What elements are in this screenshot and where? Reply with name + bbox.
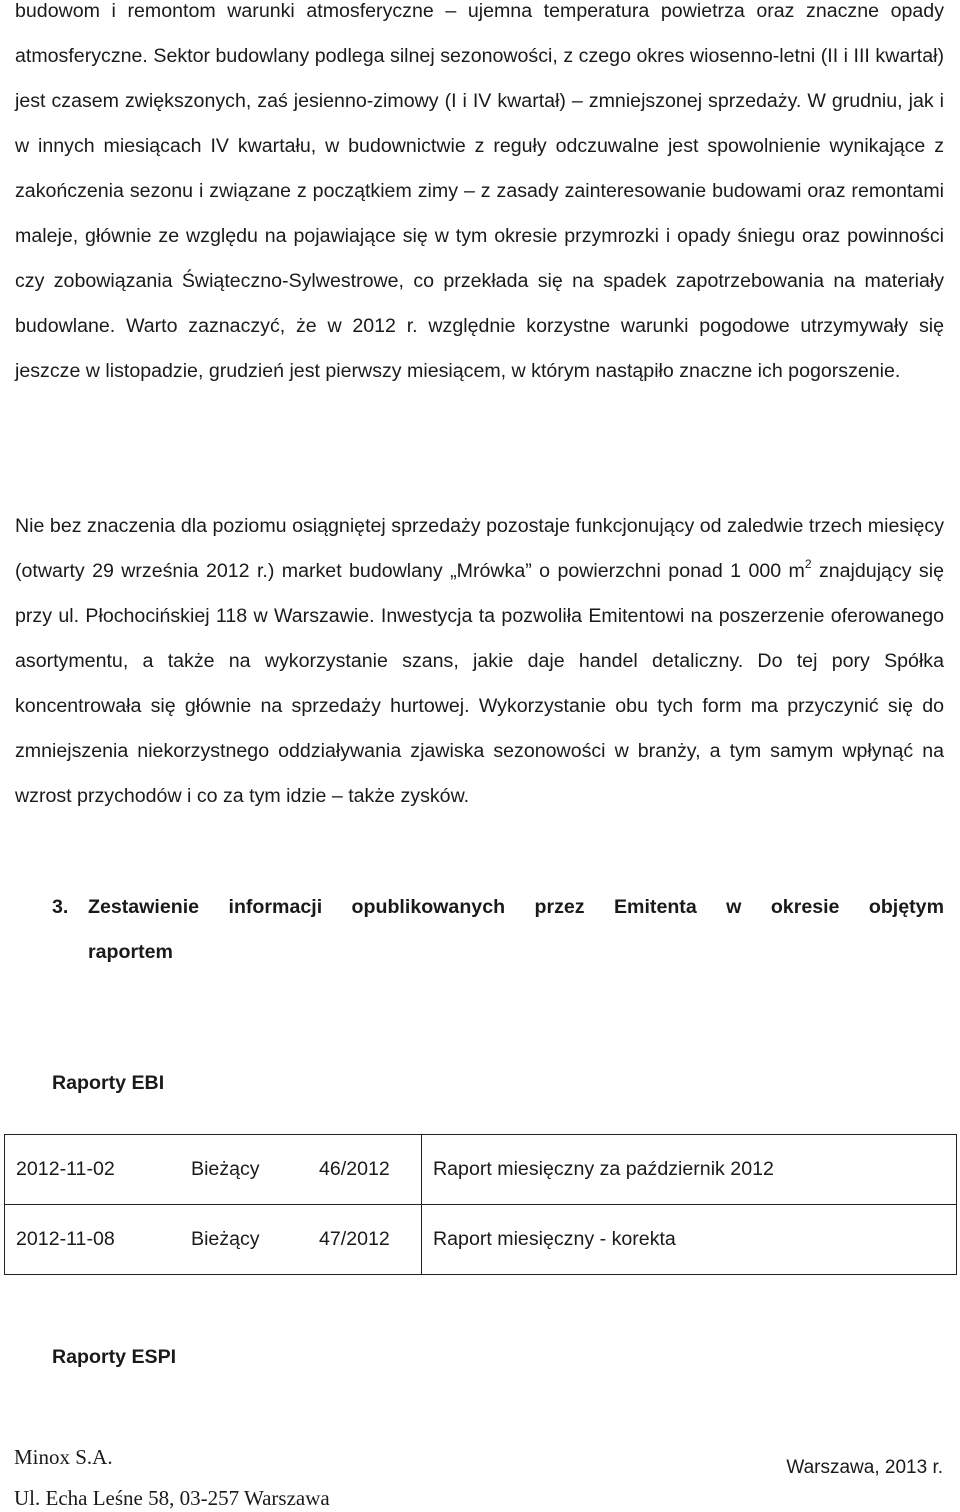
footer-company: Minox S.A. xyxy=(14,1445,113,1469)
table-row xyxy=(5,1135,957,1205)
report-description: Raport miesięczny - korekta xyxy=(422,1205,957,1275)
report-number: 47/2012 xyxy=(308,1205,422,1275)
footer-address: Ul. Echa Leśne 58, 03-257 Warszawa xyxy=(14,1486,330,1510)
report-date: 2012-11-08 xyxy=(5,1205,181,1275)
section-heading xyxy=(52,885,944,975)
section-title-line2: raportem xyxy=(88,941,173,963)
report-type: Bieżący xyxy=(180,1135,308,1205)
report-date: 2012-11-02 xyxy=(5,1135,181,1205)
report-description: Raport miesięczny za październik 2012 xyxy=(422,1135,957,1205)
report-type: Bieżący xyxy=(180,1205,308,1275)
espi-heading: Raporty ESPI xyxy=(52,1346,177,1368)
paragraph-2-text-a: Nie bez znaczenia dla poziomu osiągniętej sprzedaży pozostaje funkcjonujący od zaledwie trzech miesięcy (otwarty 29 września 2012 r.) market budowlany „Mrówka” o powierzchni ponad 1 000 m xyxy=(15,515,944,582)
report-number: 46/2012 xyxy=(308,1135,422,1205)
paragraph-2-text-b: znajdujący się przy ul. Płochocińskiej 118 w Warszawie. Inwestycja ta pozwoliła Emitentowi na poszerzenie oferowanego asortymentu, a także na wykorzystanie szans, jakie daje handel detaliczny. Do tej pory Spółka koncentrowała się głównie na sprzedaży hurtowej. Wykorzystanie obu tych form ma przyczynić się do zmniejszenia niekorzystnego oddziaływania zjawiska sezonowości w branży, a tym samym wpłynąć na wzrost przychodów i co za tym idzie – także zysków. xyxy=(15,560,944,807)
table-row xyxy=(5,1205,957,1275)
ebi-reports-table xyxy=(4,1134,957,1275)
superscript-2: 2 xyxy=(804,557,812,571)
body-paragraph-2 xyxy=(15,504,944,819)
section-number: 3. xyxy=(52,896,69,918)
footer-place-date: Warszawa, 2013 r. xyxy=(786,1457,943,1478)
ebi-heading: Raporty EBI xyxy=(52,1072,165,1094)
section-title-line1: Zestawienie informacji opublikowanych przez Emitenta w okresie objętym xyxy=(88,896,944,918)
body-paragraph-1: budowom i remontom warunki atmosferyczne – ujemna temperatura powietrza oraz znaczne opady atmosferyczne. Sektor budowlany podlega silnej sezonowości, z czego okres wiosenno-letni (II i III kwartał) jest czasem zwiększonych, zaś jesienno-zimowy (I i IV kwartał) – zmniejszonej sprzedaży. W grudniu, jak i w innych miesiącach IV kwartału, w budownictwie z reguły odczuwalne jest spowolnienie wynikające z zakończenia sezonu i związane z początkiem zimy – z zasady zainteresowanie budowami oraz remontami maleje, głównie ze względu na pojawiające się w tym okresie przymrozki i opady śniegu oraz powinności czy zobowiązania Świąteczno-Sylwestrowe, co przekłada się na spadek zapotrzebowania na materiały budowlane. Warto zaznaczyć, że w 2012 r. względnie korzystne warunki pogodowe utrzymywały się jeszcze w listopadzie, grudzień jest pierwszy miesiącem, w którym nastąpiło znaczne ich pogorszenie. xyxy=(15,0,944,382)
